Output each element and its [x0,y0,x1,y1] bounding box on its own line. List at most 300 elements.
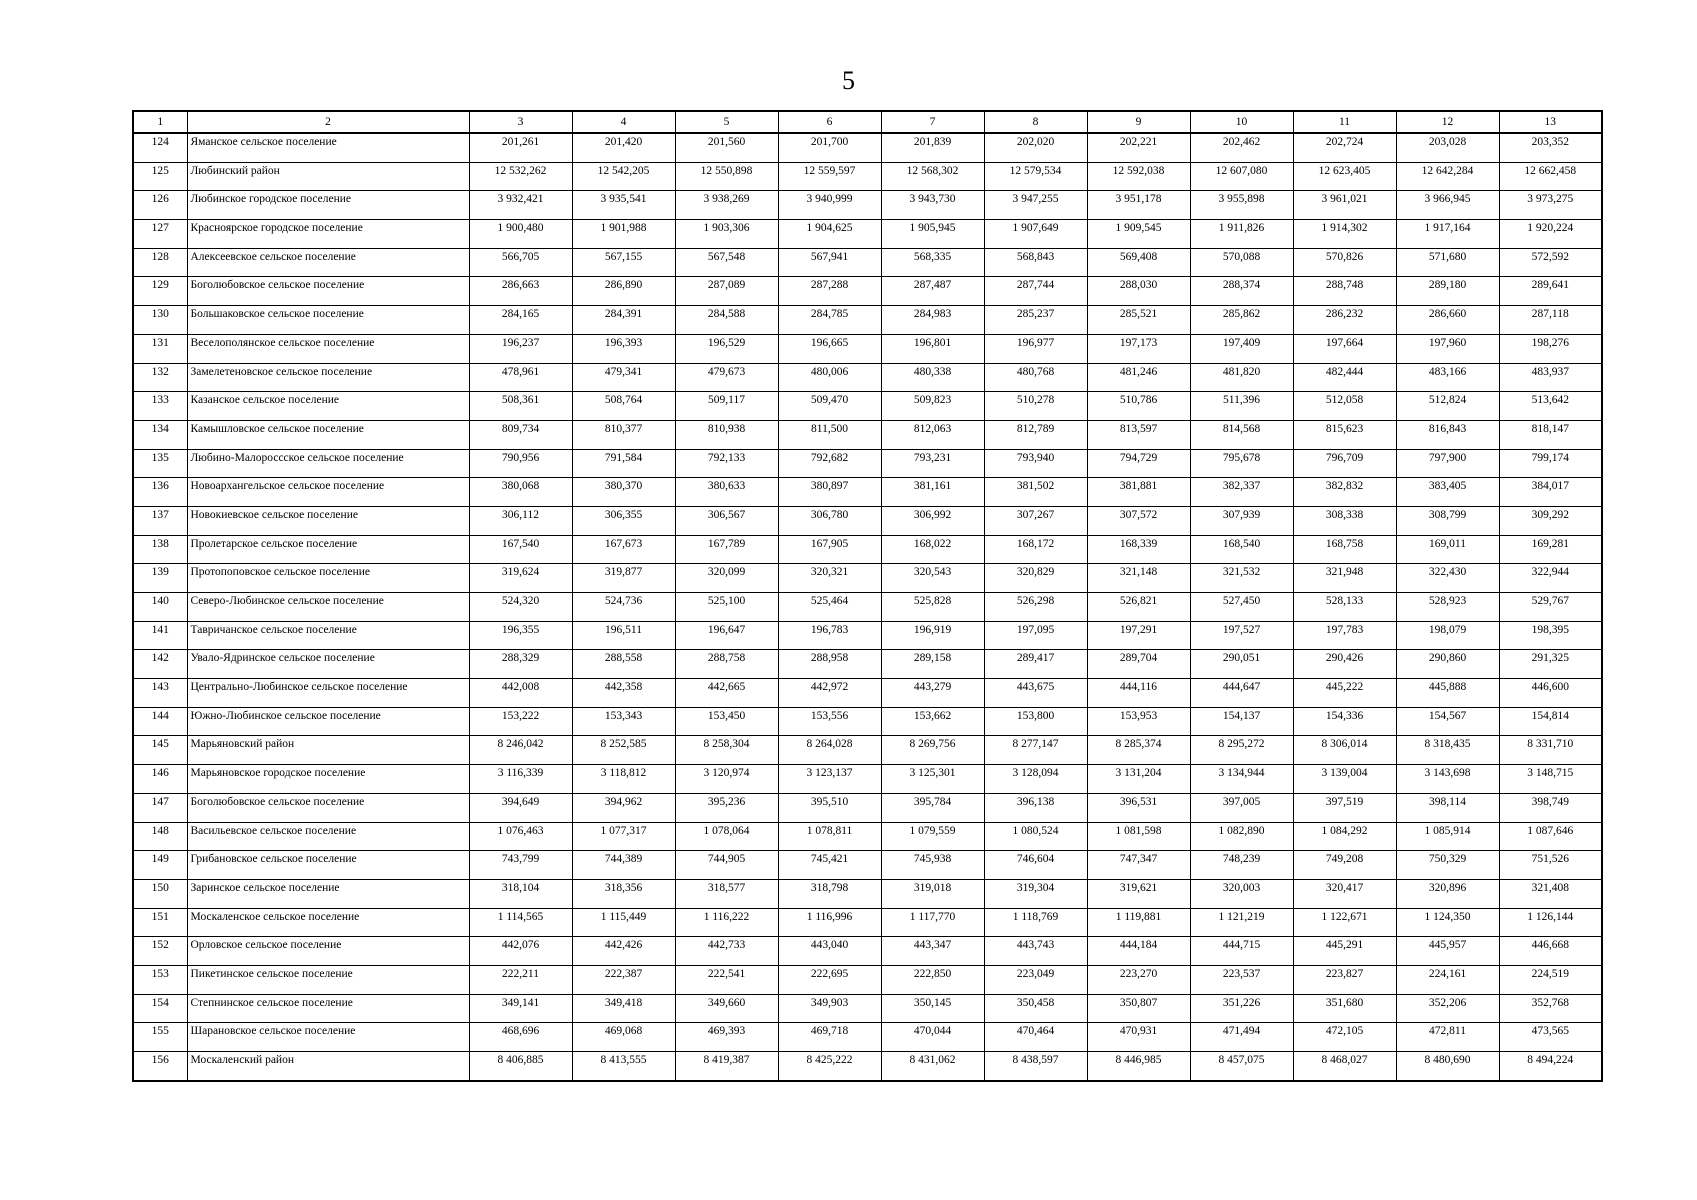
value-cell: 288,374 [1190,277,1293,306]
value-cell: 1 115,449 [572,908,675,937]
value-cell: 286,663 [469,277,572,306]
value-cell: 398,114 [1396,793,1499,822]
value-cell: 571,680 [1396,248,1499,277]
value-cell: 349,903 [778,994,881,1023]
value-cell: 285,862 [1190,306,1293,335]
table-row [133,162,1602,191]
value-cell: 154,137 [1190,707,1293,736]
column-header-4: 4 [572,111,675,133]
value-cell: 8 277,147 [984,736,1087,765]
value-cell: 319,304 [984,879,1087,908]
value-cell: 288,329 [469,650,572,679]
value-cell: 167,789 [675,535,778,564]
value-cell: 197,960 [1396,334,1499,363]
value-cell: 812,063 [881,420,984,449]
value-cell: 321,148 [1087,564,1190,593]
row-number: 126 [133,191,187,220]
value-cell: 224,161 [1396,965,1499,994]
value-cell: 525,100 [675,593,778,622]
value-cell: 196,393 [572,334,675,363]
value-cell: 748,239 [1190,851,1293,880]
value-cell: 288,758 [675,650,778,679]
value-cell: 153,343 [572,707,675,736]
value-cell: 202,020 [984,133,1087,162]
value-cell: 1 914,302 [1293,220,1396,249]
municipality-name: Казанское сельское поселение [187,392,469,421]
value-cell: 285,237 [984,306,1087,335]
value-cell: 318,104 [469,879,572,908]
municipality-name: Новоархангельское сельское поселение [187,478,469,507]
value-cell: 222,541 [675,965,778,994]
value-cell: 196,977 [984,334,1087,363]
value-cell: 568,843 [984,248,1087,277]
value-cell: 1 078,064 [675,822,778,851]
municipality-name: Любинский район [187,162,469,191]
row-number: 141 [133,621,187,650]
value-cell: 196,355 [469,621,572,650]
value-cell: 12 592,038 [1087,162,1190,191]
value-cell: 380,897 [778,478,881,507]
value-cell: 202,462 [1190,133,1293,162]
value-cell: 793,231 [881,449,984,478]
value-cell: 320,003 [1190,879,1293,908]
row-number: 150 [133,879,187,908]
value-cell: 153,222 [469,707,572,736]
value-cell: 8 446,985 [1087,1052,1190,1081]
value-cell: 479,673 [675,363,778,392]
municipality-name: Марьяновское городское поселение [187,765,469,794]
value-cell: 1 085,914 [1396,822,1499,851]
table-row [133,478,1602,507]
table-row [133,1052,1602,1081]
value-cell: 3 116,339 [469,765,572,794]
value-cell: 444,184 [1087,937,1190,966]
value-cell: 1 082,890 [1190,822,1293,851]
value-cell: 1 118,769 [984,908,1087,937]
value-cell: 320,321 [778,564,881,593]
value-cell: 470,931 [1087,1023,1190,1052]
value-cell: 1 076,463 [469,822,572,851]
table-row [133,420,1602,449]
value-cell: 525,828 [881,593,984,622]
value-cell: 479,341 [572,363,675,392]
value-cell: 380,068 [469,478,572,507]
value-cell: 795,678 [1190,449,1293,478]
value-cell: 512,824 [1396,392,1499,421]
value-cell: 8 468,027 [1293,1052,1396,1081]
value-cell: 286,890 [572,277,675,306]
value-cell: 1 905,945 [881,220,984,249]
value-cell: 1 087,646 [1499,822,1602,851]
row-number: 154 [133,994,187,1023]
value-cell: 744,905 [675,851,778,880]
value-cell: 1 078,811 [778,822,881,851]
municipality-name: Степнинское сельское поселение [187,994,469,1023]
row-number: 153 [133,965,187,994]
value-cell: 442,426 [572,937,675,966]
value-cell: 308,799 [1396,506,1499,535]
column-header-5: 5 [675,111,778,133]
value-cell: 1 907,649 [984,220,1087,249]
value-cell: 446,600 [1499,679,1602,708]
row-number: 145 [133,736,187,765]
value-cell: 318,577 [675,879,778,908]
value-cell: 443,040 [778,937,881,966]
value-cell: 814,568 [1190,420,1293,449]
value-cell: 1 119,881 [1087,908,1190,937]
value-cell: 167,540 [469,535,572,564]
value-cell: 168,540 [1190,535,1293,564]
value-cell: 524,736 [572,593,675,622]
municipality-name: Южно-Любинское сельское поселение [187,707,469,736]
value-cell: 307,939 [1190,506,1293,535]
value-cell: 197,664 [1293,334,1396,363]
value-cell: 510,786 [1087,392,1190,421]
value-cell: 352,206 [1396,994,1499,1023]
value-cell: 223,270 [1087,965,1190,994]
value-cell: 3 951,178 [1087,191,1190,220]
municipality-name: Красноярское городское поселение [187,220,469,249]
value-cell: 289,158 [881,650,984,679]
row-number: 139 [133,564,187,593]
value-cell: 306,355 [572,506,675,535]
municipality-name: Марьяновский район [187,736,469,765]
value-cell: 12 642,284 [1396,162,1499,191]
value-cell: 306,567 [675,506,778,535]
value-cell: 284,588 [675,306,778,335]
value-cell: 481,820 [1190,363,1293,392]
value-cell: 746,604 [984,851,1087,880]
row-number: 148 [133,822,187,851]
value-cell: 528,923 [1396,593,1499,622]
municipality-name: Яманское сельское поселение [187,133,469,162]
municipality-name: Боголюбовское сельское поселение [187,277,469,306]
value-cell: 567,548 [675,248,778,277]
table-row [133,793,1602,822]
value-cell: 8 494,224 [1499,1052,1602,1081]
value-cell: 197,095 [984,621,1087,650]
value-cell: 321,408 [1499,879,1602,908]
value-cell: 744,389 [572,851,675,880]
value-cell: 792,682 [778,449,881,478]
value-cell: 203,028 [1396,133,1499,162]
value-cell: 1 080,524 [984,822,1087,851]
row-number: 140 [133,593,187,622]
value-cell: 381,161 [881,478,984,507]
value-cell: 320,543 [881,564,984,593]
value-cell: 153,556 [778,707,881,736]
value-cell: 289,704 [1087,650,1190,679]
value-cell: 201,839 [881,133,984,162]
municipality-name: Шарановское сельское поселение [187,1023,469,1052]
value-cell: 284,785 [778,306,881,335]
value-cell: 12 550,898 [675,162,778,191]
municipality-name: Камышловское сельское поселение [187,420,469,449]
value-cell: 12 623,405 [1293,162,1396,191]
value-cell: 395,236 [675,793,778,822]
value-cell: 307,267 [984,506,1087,535]
column-header-10: 10 [1190,111,1293,133]
value-cell: 3 123,137 [778,765,881,794]
table-row [133,363,1602,392]
value-cell: 818,147 [1499,420,1602,449]
value-cell: 394,649 [469,793,572,822]
table-row [133,220,1602,249]
table-row [133,593,1602,622]
value-cell: 472,105 [1293,1023,1396,1052]
value-cell: 322,944 [1499,564,1602,593]
table-row [133,306,1602,335]
table-row [133,133,1602,162]
value-cell: 469,068 [572,1023,675,1052]
value-cell: 478,961 [469,363,572,392]
value-cell: 3 943,730 [881,191,984,220]
municipality-name: Центрально-Любинское сельское поселение [187,679,469,708]
row-number: 144 [133,707,187,736]
value-cell: 201,560 [675,133,778,162]
value-cell: 224,519 [1499,965,1602,994]
column-header-8: 8 [984,111,1087,133]
table-row [133,937,1602,966]
value-cell: 197,291 [1087,621,1190,650]
value-cell: 12 662,458 [1499,162,1602,191]
value-cell: 306,992 [881,506,984,535]
value-cell: 1 920,224 [1499,220,1602,249]
value-cell: 308,338 [1293,506,1396,535]
value-cell: 3 131,204 [1087,765,1190,794]
column-header-3: 3 [469,111,572,133]
value-cell: 468,696 [469,1023,572,1052]
municipality-name: Алексеевское сельское поселение [187,248,469,277]
value-cell: 1 917,164 [1396,220,1499,249]
row-number: 156 [133,1052,187,1081]
municipality-name: Любино-Малороссское сельское поселение [187,449,469,478]
value-cell: 8 269,756 [881,736,984,765]
value-cell: 168,172 [984,535,1087,564]
value-cell: 445,291 [1293,937,1396,966]
value-cell: 290,860 [1396,650,1499,679]
table-row [133,679,1602,708]
value-cell: 198,276 [1499,334,1602,363]
page-number: 5 [842,66,855,95]
column-header-13: 13 [1499,111,1602,133]
value-cell: 3 940,999 [778,191,881,220]
value-cell: 813,597 [1087,420,1190,449]
value-cell: 287,118 [1499,306,1602,335]
value-cell: 3 139,004 [1293,765,1396,794]
value-cell: 198,079 [1396,621,1499,650]
value-cell: 320,417 [1293,879,1396,908]
value-cell: 291,325 [1499,650,1602,679]
table-row [133,535,1602,564]
row-number: 137 [133,506,187,535]
value-cell: 750,329 [1396,851,1499,880]
value-cell: 566,705 [469,248,572,277]
municipality-name: Боголюбовское сельское поселение [187,793,469,822]
table-row [133,392,1602,421]
value-cell: 743,799 [469,851,572,880]
value-cell: 382,832 [1293,478,1396,507]
value-cell: 222,850 [881,965,984,994]
row-number: 128 [133,248,187,277]
value-cell: 3 938,269 [675,191,778,220]
row-number: 131 [133,334,187,363]
value-cell: 197,409 [1190,334,1293,363]
row-number: 136 [133,478,187,507]
value-cell: 287,744 [984,277,1087,306]
value-cell: 196,647 [675,621,778,650]
value-cell: 3 143,698 [1396,765,1499,794]
value-cell: 1 081,598 [1087,822,1190,851]
value-cell: 567,155 [572,248,675,277]
value-cell: 442,733 [675,937,778,966]
row-number: 151 [133,908,187,937]
value-cell: 398,749 [1499,793,1602,822]
municipality-name: Орловское сельское поселение [187,937,469,966]
column-header-6: 6 [778,111,881,133]
value-cell: 443,743 [984,937,1087,966]
value-cell: 351,226 [1190,994,1293,1023]
value-cell: 202,221 [1087,133,1190,162]
value-cell: 572,592 [1499,248,1602,277]
value-cell: 569,408 [1087,248,1190,277]
value-cell: 349,660 [675,994,778,1023]
value-cell: 3 148,715 [1499,765,1602,794]
value-cell: 469,393 [675,1023,778,1052]
value-cell: 444,715 [1190,937,1293,966]
value-cell: 1 909,545 [1087,220,1190,249]
table-row [133,334,1602,363]
value-cell: 816,843 [1396,420,1499,449]
value-cell: 570,088 [1190,248,1293,277]
column-header-2: 2 [187,111,469,133]
table-row [133,707,1602,736]
value-cell: 290,426 [1293,650,1396,679]
table-row [133,736,1602,765]
value-cell: 1 903,306 [675,220,778,249]
value-cell: 794,729 [1087,449,1190,478]
row-number: 155 [133,1023,187,1052]
value-cell: 349,418 [572,994,675,1023]
value-cell: 286,660 [1396,306,1499,335]
value-cell: 8 252,585 [572,736,675,765]
value-cell: 395,510 [778,793,881,822]
value-cell: 395,784 [881,793,984,822]
value-cell: 3 932,421 [469,191,572,220]
municipality-name: Протопоповское сельское поселение [187,564,469,593]
value-cell: 284,165 [469,306,572,335]
value-cell: 307,572 [1087,506,1190,535]
value-cell: 749,208 [1293,851,1396,880]
value-cell: 201,261 [469,133,572,162]
value-cell: 480,768 [984,363,1087,392]
value-cell: 1 911,826 [1190,220,1293,249]
value-cell: 223,827 [1293,965,1396,994]
table-row [133,965,1602,994]
value-cell: 288,958 [778,650,881,679]
value-cell: 396,531 [1087,793,1190,822]
table-row [133,765,1602,794]
value-cell: 169,281 [1499,535,1602,564]
value-cell: 509,823 [881,392,984,421]
value-cell: 319,621 [1087,879,1190,908]
value-cell: 318,356 [572,879,675,908]
value-cell: 508,361 [469,392,572,421]
municipality-name: Тавричанское сельское поселение [187,621,469,650]
value-cell: 442,358 [572,679,675,708]
value-cell: 570,826 [1293,248,1396,277]
municipality-name: Новокиевское сельское поселение [187,506,469,535]
row-number: 132 [133,363,187,392]
value-cell: 290,051 [1190,650,1293,679]
row-number: 127 [133,220,187,249]
value-cell: 382,337 [1190,478,1293,507]
row-number: 134 [133,420,187,449]
value-cell: 1 116,222 [675,908,778,937]
value-cell: 289,180 [1396,277,1499,306]
value-cell: 350,458 [984,994,1087,1023]
value-cell: 153,662 [881,707,984,736]
value-cell: 202,724 [1293,133,1396,162]
value-cell: 445,222 [1293,679,1396,708]
value-cell: 446,668 [1499,937,1602,966]
value-cell: 169,011 [1396,535,1499,564]
row-number: 125 [133,162,187,191]
value-cell: 791,584 [572,449,675,478]
value-cell: 222,211 [469,965,572,994]
value-cell: 8 318,435 [1396,736,1499,765]
row-number: 133 [133,392,187,421]
value-cell: 1 077,317 [572,822,675,851]
value-cell: 12 579,534 [984,162,1087,191]
value-cell: 381,502 [984,478,1087,507]
value-cell: 198,395 [1499,621,1602,650]
value-cell: 350,145 [881,994,984,1023]
value-cell: 319,624 [469,564,572,593]
value-cell: 8 406,885 [469,1052,572,1081]
table-row [133,564,1602,593]
municipality-name: Большаковское сельское поселение [187,306,469,335]
value-cell: 527,450 [1190,593,1293,622]
value-cell: 1 900,480 [469,220,572,249]
value-cell: 8 425,222 [778,1052,881,1081]
table-row [133,822,1602,851]
value-cell: 8 258,304 [675,736,778,765]
municipality-name: Увало-Ядринское сельское поселение [187,650,469,679]
value-cell: 567,941 [778,248,881,277]
value-cell: 153,953 [1087,707,1190,736]
value-cell: 168,758 [1293,535,1396,564]
table-row [133,277,1602,306]
value-cell: 444,647 [1190,679,1293,708]
municipality-name: Васильевское сельское поселение [187,822,469,851]
value-cell: 443,675 [984,679,1087,708]
value-cell: 288,030 [1087,277,1190,306]
value-cell: 528,133 [1293,593,1396,622]
value-cell: 1 084,292 [1293,822,1396,851]
value-cell: 12 542,205 [572,162,675,191]
value-cell: 1 116,996 [778,908,881,937]
value-cell: 444,116 [1087,679,1190,708]
value-cell: 306,780 [778,506,881,535]
municipality-name: Пролетарское сельское поселение [187,535,469,564]
row-number: 142 [133,650,187,679]
value-cell: 168,339 [1087,535,1190,564]
value-cell: 811,500 [778,420,881,449]
value-cell: 812,789 [984,420,1087,449]
value-cell: 511,396 [1190,392,1293,421]
value-cell: 513,642 [1499,392,1602,421]
